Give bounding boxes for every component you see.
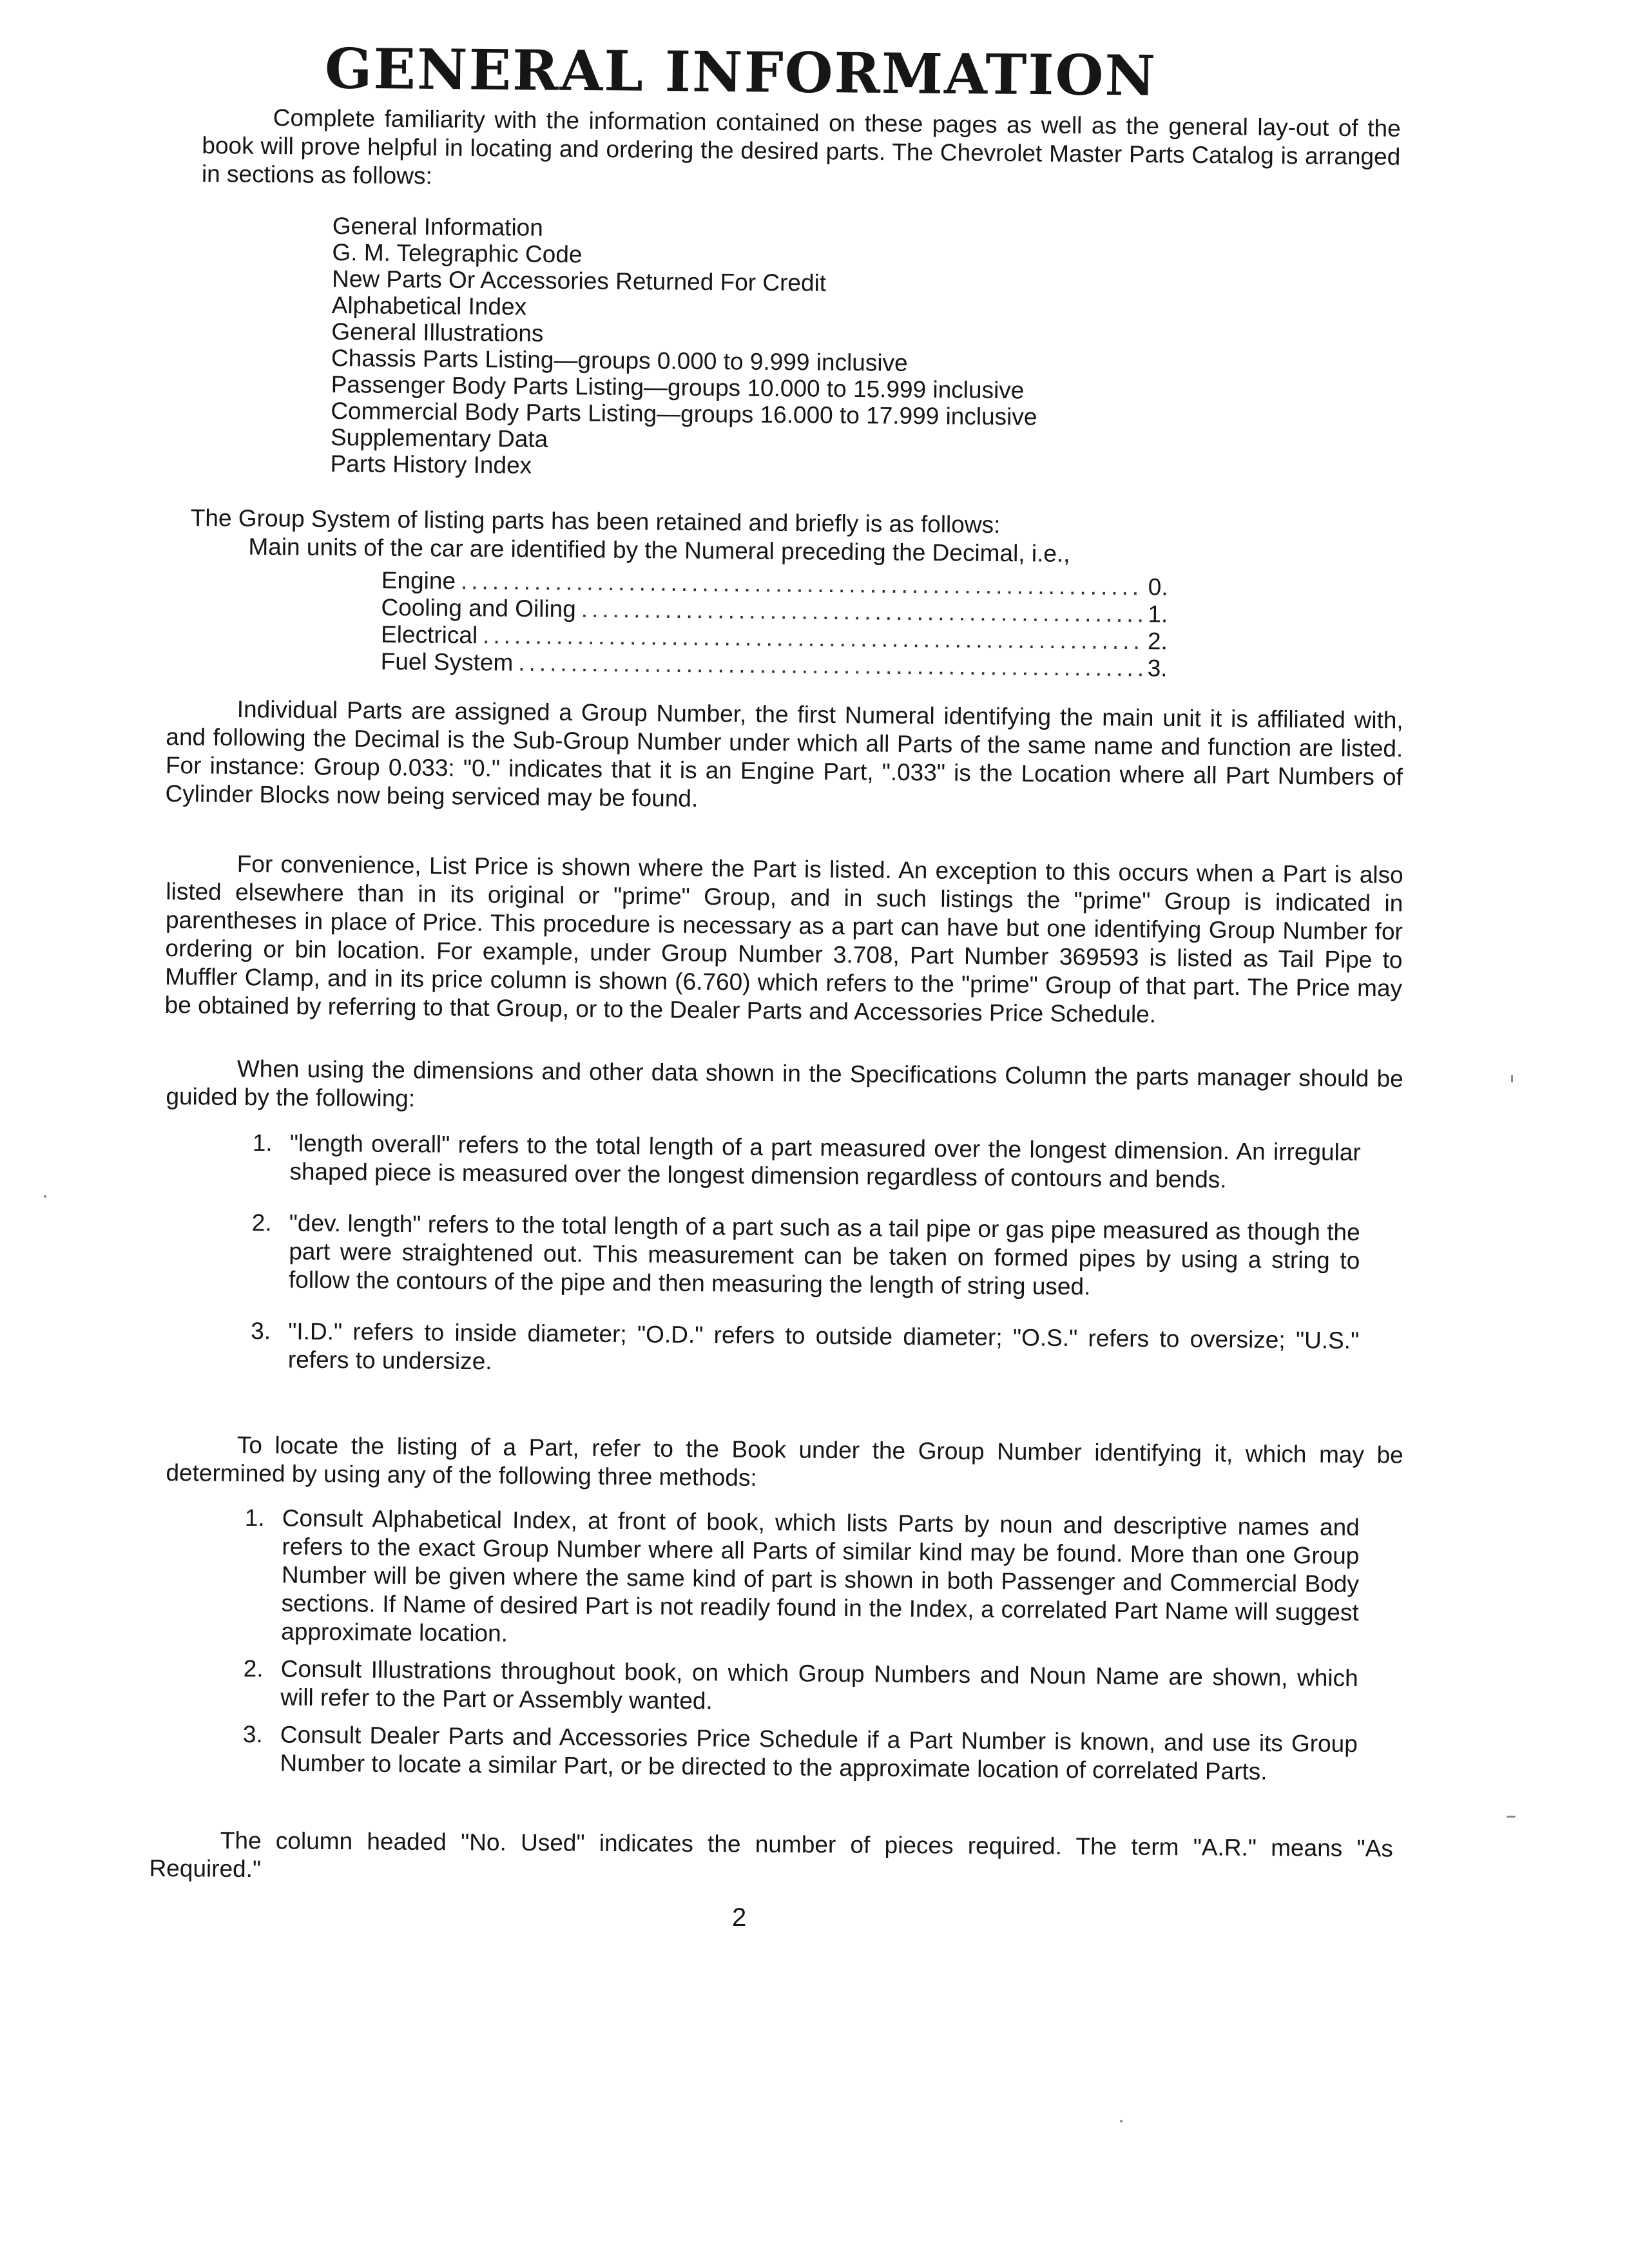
section-item: General Information — [332, 213, 544, 241]
no-used-paragraph: The column headed "No. Used" indicates the number of pieces required. The term "A.R." means "As Required." — [149, 1827, 1393, 1883]
section-list — [330, 213, 1039, 483]
intro-paragraph: Complete familiarity with the information contained on these pages as well as the general lay-out of the book will prove helpful in locating and ordering the desired parts. The Chevrolet Master Parts Catalog is arranged in sections as follows: — [201, 104, 1401, 189]
section-item: New Parts Or Accessories Returned For Credit — [331, 265, 827, 296]
group-system-subline: Main units of the car are identified by the Numeral preceding the Decimal, i.e., — [248, 533, 1070, 567]
unit-number: 2. — [1147, 628, 1168, 655]
print-speck — [1120, 2120, 1123, 2122]
unit-name: Engine — [381, 567, 456, 595]
dimension-item — [251, 1317, 1360, 1383]
section-item: Passenger Body Parts Listing—groups 10.000 to 15.999 inclusive — [331, 370, 1025, 404]
section-item: Alphabetical Index — [331, 291, 527, 320]
item-number: 1. — [244, 1504, 265, 1532]
method-item — [243, 1655, 1358, 1721]
main-units-list — [381, 567, 1187, 682]
item-text: "length overall" refers to the total length of a part measured over the longest dimension. An irregular shaped piece is measured over the longest dimension regardless of contours and bends. — [289, 1129, 1361, 1193]
section-item: Chassis Parts Listing—groups 0.000 to 9.999 inclusive — [331, 344, 908, 376]
section-item: G. M. Telegraphic Code — [332, 238, 583, 268]
print-speck — [44, 1195, 46, 1198]
dimension-item — [251, 1209, 1360, 1303]
item-text: "I.D." refers to inside diameter; "O.D." refers to outside diameter; "O.S." refers to oversize; "U.S." refers to undersize. — [287, 1318, 1360, 1375]
section-item: Supplementary Data — [330, 423, 548, 452]
unit-name: Fuel System — [380, 648, 514, 676]
item-number: 3. — [251, 1317, 271, 1345]
page-number: 2 — [732, 1903, 747, 1932]
dimension-item — [252, 1129, 1361, 1195]
unit-number: 0. — [1148, 573, 1168, 601]
item-text: Consult Dealer Parts and Accessories Price Schedule if a Part Number is known, and use its Group Number to locate a similar Part, or be directed to the approximate location of correlated Parts. — [280, 1721, 1358, 1785]
method-item — [244, 1504, 1360, 1655]
print-speck — [1507, 1816, 1516, 1818]
convenience-paragraph: For convenience, List Price is shown where the Part is listed. An exception to this occurs when a Part is also listed elsewhere than in its original or "prime" Group, and in such listings the "prime" Group is indicated in parentheses in place of Price. This procedure is necessary as a part can have but one identifying Group Number for ordering or bin location. For example, under Group Number 3.708, Part Number 369593 is listed as Tail Pipe to Muffler Clamp, and in its price column is shown (6.760) which refers to the "prime" Group of that part. The Price may be obtained by referring to that Group, or to the Dealer Parts and Accessories Price Schedule. — [164, 850, 1403, 1028]
individual-parts-paragraph: Individual Parts are assigned a Group Number, the first Numeral identifying the main unit it is affiliated with, and following the Decimal is the Sub-Group Number under which all Parts of the same name and function are listed. For instance: Group 0.033: "0." indicates that it is an Engine Part, ".033" is the Location where all Part Numbers of Cylinder Blocks now being serviced may be found. — [165, 696, 1403, 812]
unit-number: 1. — [1148, 601, 1168, 628]
section-item: Parts History Index — [330, 450, 532, 479]
print-speck — [1511, 1075, 1513, 1082]
item-number: 1. — [252, 1129, 273, 1157]
item-text: "dev. length" refers to the total length of a part such as a tail pipe or gas pipe measured as though the part were straightened out. This measurement can be taken on formed pipes by using a string to follow the contours of the pipe and then measuring the length of string used. — [288, 1209, 1360, 1300]
item-number: 2. — [251, 1209, 272, 1236]
item-number: 2. — [243, 1655, 264, 1682]
leader-dots — [518, 649, 1142, 682]
group-system-paragraph — [190, 504, 1402, 571]
item-text: Consult Illustrations throughout book, on which Group Numbers and Noun Name are shown, which will refer to the Part or Assembly wanted. — [280, 1655, 1358, 1715]
methods-list — [242, 1504, 1360, 1796]
dimensions-intro-paragraph: When using the dimensions and other data shown in the Specifications Column the parts manager should be guided by the following: — [166, 1055, 1403, 1112]
method-item — [242, 1720, 1358, 1787]
item-text: Consult Alphabetical Index, at front of book, which lists Parts by noun and descriptive names and refers to the exact Group Number where all Parts of similar kind may be found. More than one Group Number will be given where the same kind of part is shown in both Passenger and Commercial Body sections. If Name of desired Part is not readily found in the Index, a correlated Part Name will suggest approximate location. — [281, 1504, 1360, 1647]
group-system-line: The Group System of listing parts has been retained and briefly is as follows: — [190, 504, 1001, 538]
section-item: Commercial Body Parts Listing—groups 16.000 to 17.999 inclusive — [331, 397, 1037, 430]
dimensions-list — [250, 1129, 1361, 1407]
unit-number: 3. — [1147, 655, 1168, 682]
unit-name: Electrical — [380, 620, 478, 649]
unit-name: Cooling and Oiling — [381, 593, 576, 622]
item-number: 3. — [242, 1720, 263, 1748]
locate-intro-paragraph: To locate the listing of a Part, refer to the Book under the Group Number identifying it, which may be determined by using any of the following three methods: — [166, 1431, 1403, 1492]
page-title: GENERAL INFORMATION — [324, 36, 1157, 109]
section-item: General Illustrations — [331, 318, 544, 347]
